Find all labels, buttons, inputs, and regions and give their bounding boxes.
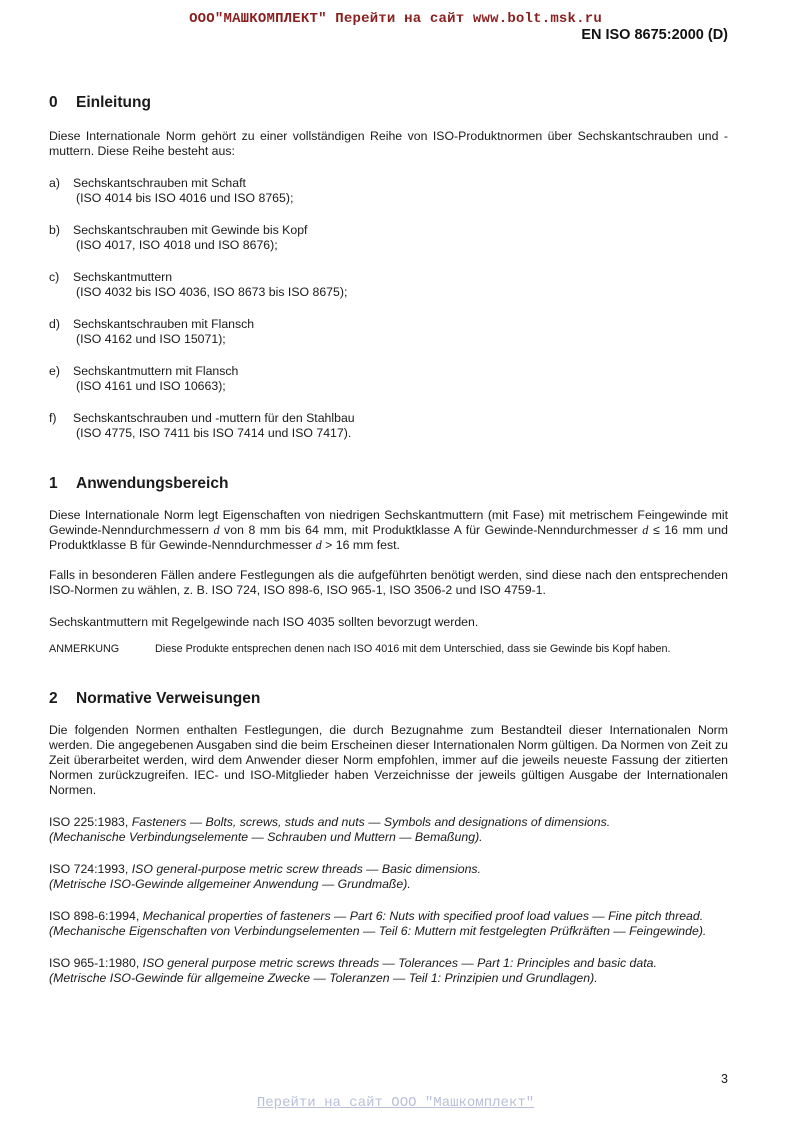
reference-entry: ISO 724:1993, ISO general-purpose metric screw threads — Basic dimensions. (Metrische ISO-Gewinde allgemeiner Anwendung — Grundmaße). bbox=[49, 862, 481, 891]
section-1-heading: 1 Anwendungsbereich bbox=[49, 475, 229, 492]
list-item: f) Sechskantschrauben und -muttern für den Stahlbau (ISO 4775, ISO 7411 bis ISO 7414 und ISO 7417). bbox=[49, 411, 355, 440]
reference-entry: ISO 898-6:1994, Mechanical properties of fasteners — Part 6: Nuts with specified proof load values — Fine pitch thread. (Mechanische Eigenschaften von Verbindungselementen — Teil 6: Muttern mit festgelegten Prüfkräften — Feingewinde). bbox=[49, 909, 707, 938]
product-series-list bbox=[49, 176, 728, 441]
list-item: a) Sechskantschrauben mit Schaft (ISO 4014 bis ISO 4016 und ISO 8765); bbox=[49, 176, 294, 205]
document-code: EN ISO 8675:2000 (D) bbox=[581, 27, 728, 43]
normative-intro: Die folgenden Normen enthalten Festlegungen, die durch Bezugnahme zum Bestandteil dieser Internationalen Norm werden. Die angegebenen Ausgaben sind die beim Erscheinen dieser Internationalen Norm gültigen. Da Normen von Zeit zu Zeit überarbeitet werden, wird dem Anwender dieser Norm empfohlen, immer auf die jeweils neueste Fassung der zitierten Normen zurückzugreifen. IEC- und ISO-Mitglieder haben Verzeichnisse der jeweils gültigen Ausgabe der Internationalen Normen. bbox=[49, 723, 728, 797]
top-site-link[interactable]: ООО"МАШКОМПЛЕКТ" Перейти на сайт www.bolt.msk.ru bbox=[189, 11, 602, 27]
coarse-thread-paragraph: Sechskantmuttern mit Regelgewinde nach ISO 4035 sollten bevorzugt werden. bbox=[49, 615, 479, 629]
bottom-site-link[interactable]: Перейти на сайт ООО "Машкомплект" bbox=[256, 1095, 535, 1111]
page-number: 3 bbox=[721, 1072, 728, 1086]
list-item: c) Sechskantmuttern (ISO 4032 bis ISO 4036, ISO 8673 bis ISO 8675); bbox=[49, 270, 348, 299]
section-0-heading: 0 Einleitung bbox=[49, 94, 151, 111]
section-0-intro: Diese Internationale Norm gehört zu einer vollständigen Reihe von ISO-Produktnormen über Sechskantschrauben und -muttern. Diese Reihe besteht aus: bbox=[49, 129, 728, 158]
document-body bbox=[49, 94, 728, 986]
list-item: b) Sechskantschrauben mit Gewinde bis Kopf (ISO 4017, ISO 4018 und ISO 8676); bbox=[49, 223, 308, 252]
reference-entry: ISO 225:1983, Fasteners — Bolts, screws, studs and nuts — Symbols and designations of dimensions. (Mechanische Verbindungselemente — Schrauben und Muttern — Bemaßung). bbox=[49, 815, 611, 844]
scope-paragraph: Diese Internationale Norm legt Eigenschaften von niedrigen Sechskantmuttern (mit Fase) mit metrischem Feingewinde mit Gewinde-Nenndurchmessern d von 8 mm bis 64 mm, mit Produktklasse A für Gewinde-Nenndurchmesser d ≤ 16 mm und Produktklasse B für Gewinde-Nenndurchmesser d > 16 mm fest. bbox=[49, 508, 728, 552]
list-item: d) Sechskantschrauben mit Flansch (ISO 4162 und ISO 15071); bbox=[49, 317, 255, 346]
list-item: e) Sechskantmuttern mit Flansch (ISO 4161 und ISO 10663); bbox=[49, 364, 239, 393]
section-2-heading: 2 Normative Verweisungen bbox=[49, 690, 261, 707]
special-cases-paragraph: Falls in besonderen Fällen andere Festlegungen als die aufgeführten benötigt werden, sind diese nach den entsprechenden ISO-Normen zu wählen, z. B. ISO 724, ISO 898-6, ISO 965-1, ISO 3506-2 und ISO 4759-1. bbox=[49, 568, 728, 597]
reference-entry: ISO 965-1:1980, ISO general purpose metric screws threads — Tolerances — Part 1: Principles and basic data. (Metrische ISO-Gewinde für allgemeine Zwecke — Toleranzen — Teil 1: Prinzipien und Grundlagen). bbox=[49, 956, 657, 985]
note: ANMERKUNG Diese Produkte entsprechen denen nach ISO 4016 mit dem Unterschied, dass sie Gewinde bis Kopf haben. bbox=[49, 643, 671, 655]
